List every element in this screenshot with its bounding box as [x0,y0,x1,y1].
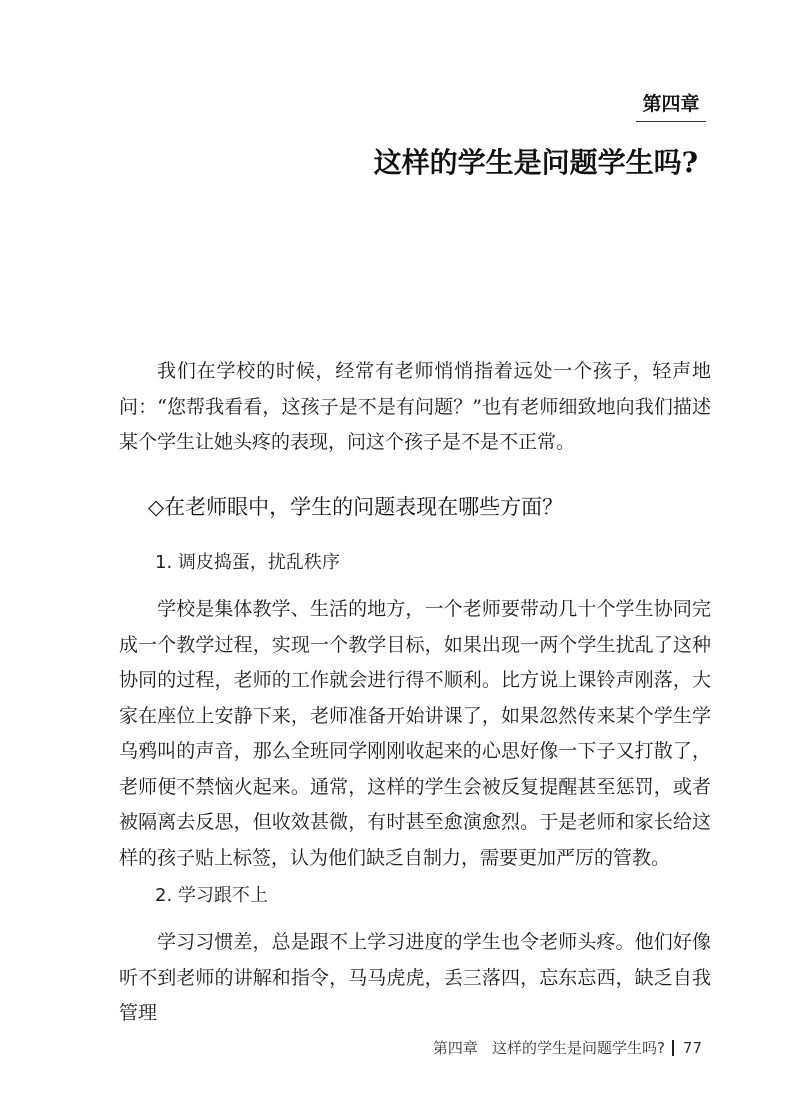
chapter-label: 第四章 [642,93,700,115]
page-footer [433,1037,702,1059]
item-2-body: 学习习惯差，总是跟不上学习进度的学生也令老师头疼。他们好像听不到老师的讲解和指令，马马虎虎，丢三落四，忘东忘西，缺乏自我管理 [119,931,711,1024]
item-1-title: 1. 调皮捣蛋，扰乱秩序 [155,552,340,573]
item-2-title: 2. 学习跟不上 [155,885,268,906]
page-number: 77 [682,1039,702,1057]
footer-chapter: 第四章 [432,1039,478,1057]
item-1-body: 学校是集体教学、生活的地方，一个老师要带动几十个学生协同完成一个教学过程，实现一个教学目标，如果出现一两个学生扰乱了这种协同的过程，老师的工作就会进行得不顺利。比方说上课铃声刚落，大家在座位上安静下来，老师准备开始讲课了，如果忽然传来某个学生学乌鸦叫的声音，那么全班同学刚刚收起来的心思好像一下子又打散了，老师便不禁恼火起来。通常，这样的学生会被反复提醒甚至惩罚，或者被隔离去反思，但收效甚微，有时甚至愈演愈烈。于是老师和家长给这样的孩子贴上标签，认为他们缺乏自制力，需要更加严厉的管教。 [119,598,711,869]
section-heading: ◇在老师眼中，学生的问题表现在哪些方面？ [148,495,564,519]
intro-paragraph: 我们在学校的时候，经常有老师悄悄指着远处一个孩子，轻声地问：“您帮我看看，这孩子是不是有问题？”也有老师细致地向我们描述某个学生让她头疼的表现，问这个孩子是不是不正常。 [119,360,711,453]
chapter-rule [636,121,706,122]
chapter-title: 这样的学生是问题学生吗? [373,146,698,179]
footer-separator [672,1040,674,1056]
footer-title: 这样的学生是问题学生吗? [491,1039,665,1057]
